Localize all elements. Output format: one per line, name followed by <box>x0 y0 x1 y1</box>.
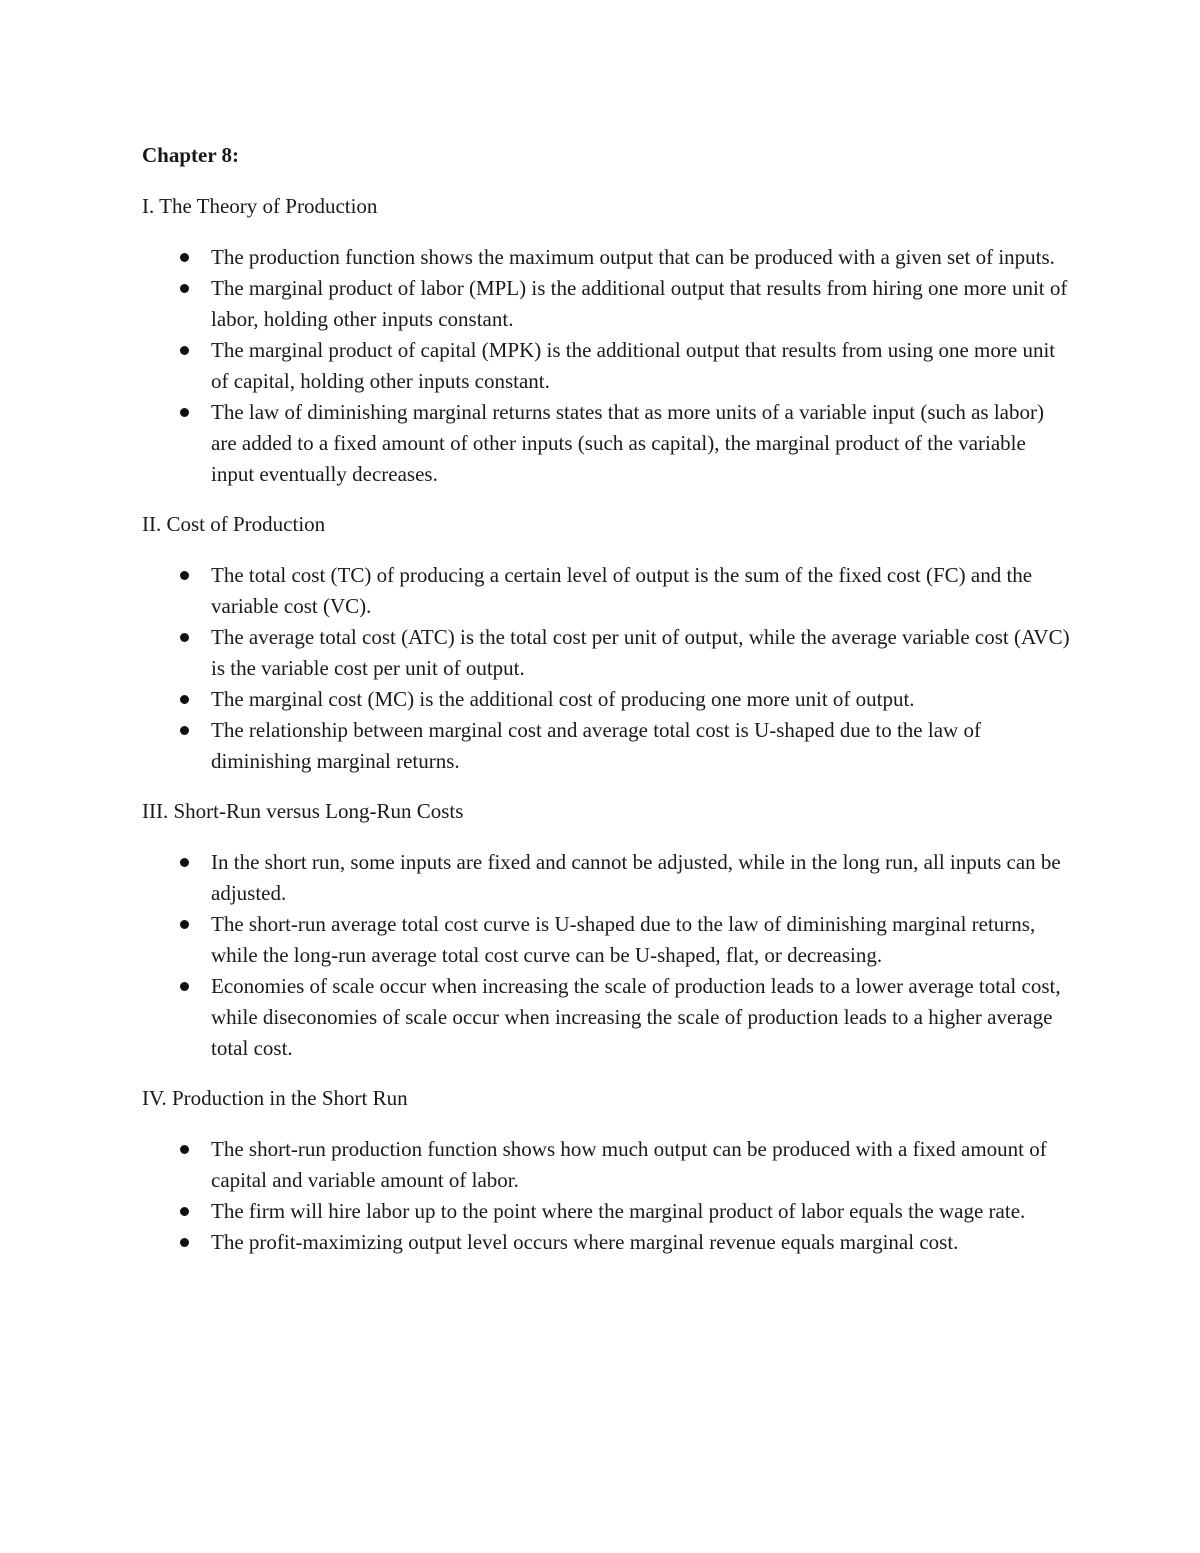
list-item <box>142 1227 1072 1258</box>
list-item <box>142 1134 1072 1196</box>
list-item-text: The firm will hire labor up to the point where the marginal product of labor equals the wage rate. <box>211 1199 1026 1223</box>
bullet-icon <box>180 1207 189 1216</box>
list-item-text: The total cost (TC) of producing a certain level of output is the sum of the fixed cost (FC) and the variable cost (VC). <box>211 563 1033 618</box>
list-item-text: The marginal product of labor (MPL) is the additional output that results from hiring one more unit of labor, holding other inputs constant. <box>211 276 1068 331</box>
document-page <box>142 140 1072 1277</box>
bullet-icon <box>180 920 189 929</box>
list-item-text: The production function shows the maximum output that can be produced with a given set of inputs. <box>211 245 1055 269</box>
bullet-list <box>142 1134 1072 1258</box>
list-item <box>142 909 1072 971</box>
bullet-icon <box>180 284 189 293</box>
chapter-title: Chapter 8: <box>142 143 240 167</box>
list-item-text: The average total cost (ATC) is the total cost per unit of output, while the average variable cost (AVC) is the variable cost per unit of output. <box>211 625 1070 680</box>
bullet-icon <box>180 571 189 580</box>
bullet-icon <box>180 346 189 355</box>
list-item-text: In the short run, some inputs are fixed and cannot be adjusted, while in the long run, all inputs can be adjusted. <box>211 850 1061 905</box>
list-item-text: The marginal cost (MC) is the additional cost of producing one more unit of output. <box>211 687 915 711</box>
bullet-icon <box>180 982 189 991</box>
bullet-list <box>142 242 1072 490</box>
bullet-icon <box>180 633 189 642</box>
bullet-icon <box>180 695 189 704</box>
list-item <box>142 715 1072 777</box>
list-item <box>142 622 1072 684</box>
list-item-text: The short-run production function shows how much output can be produced with a fixed amount of capital and variable amount of labor. <box>211 1137 1047 1192</box>
section-heading: IV. Production in the Short Run <box>142 1086 408 1110</box>
bullet-list <box>142 560 1072 777</box>
list-item <box>142 560 1072 622</box>
list-item-text: The short-run average total cost curve is U-shaped due to the law of diminishing marginal returns, while the long-run average total cost curve can be U-shaped, flat, or decreasing. <box>211 912 1036 967</box>
list-item <box>142 397 1072 490</box>
bullet-icon <box>180 858 189 867</box>
bullet-icon <box>180 1238 189 1247</box>
bullet-icon <box>180 1145 189 1154</box>
list-item <box>142 847 1072 909</box>
bullet-icon <box>180 253 189 262</box>
bullet-icon <box>180 726 189 735</box>
list-item-text: The relationship between marginal cost and average total cost is U-shaped due to the law of diminishing marginal returns. <box>211 718 981 773</box>
list-item-text: The marginal product of capital (MPK) is the additional output that results from using one more unit of capital, holding other inputs constant. <box>211 338 1056 393</box>
list-item-text: The law of diminishing marginal returns states that as more units of a variable input (such as labor) are added to a fixed amount of other inputs (such as capital), the marginal product of the variable input eventually decreases. <box>211 400 1044 486</box>
section-heading: III. Short-Run versus Long-Run Costs <box>142 799 464 823</box>
list-item <box>142 971 1072 1064</box>
list-item <box>142 1196 1072 1227</box>
bullet-icon <box>180 408 189 417</box>
list-item <box>142 242 1072 273</box>
bullet-list <box>142 847 1072 1064</box>
list-item <box>142 335 1072 397</box>
list-item <box>142 684 1072 715</box>
list-item-text: Economies of scale occur when increasing the scale of production leads to a lower average total cost, while diseconomies of scale occur when increasing the scale of production leads to a higher average total cost. <box>211 974 1061 1060</box>
section-heading: II. Cost of Production <box>142 512 326 536</box>
section-heading: I. The Theory of Production <box>142 194 378 218</box>
list-item <box>142 273 1072 335</box>
list-item-text: The profit-maximizing output level occurs where marginal revenue equals marginal cost. <box>211 1230 959 1254</box>
